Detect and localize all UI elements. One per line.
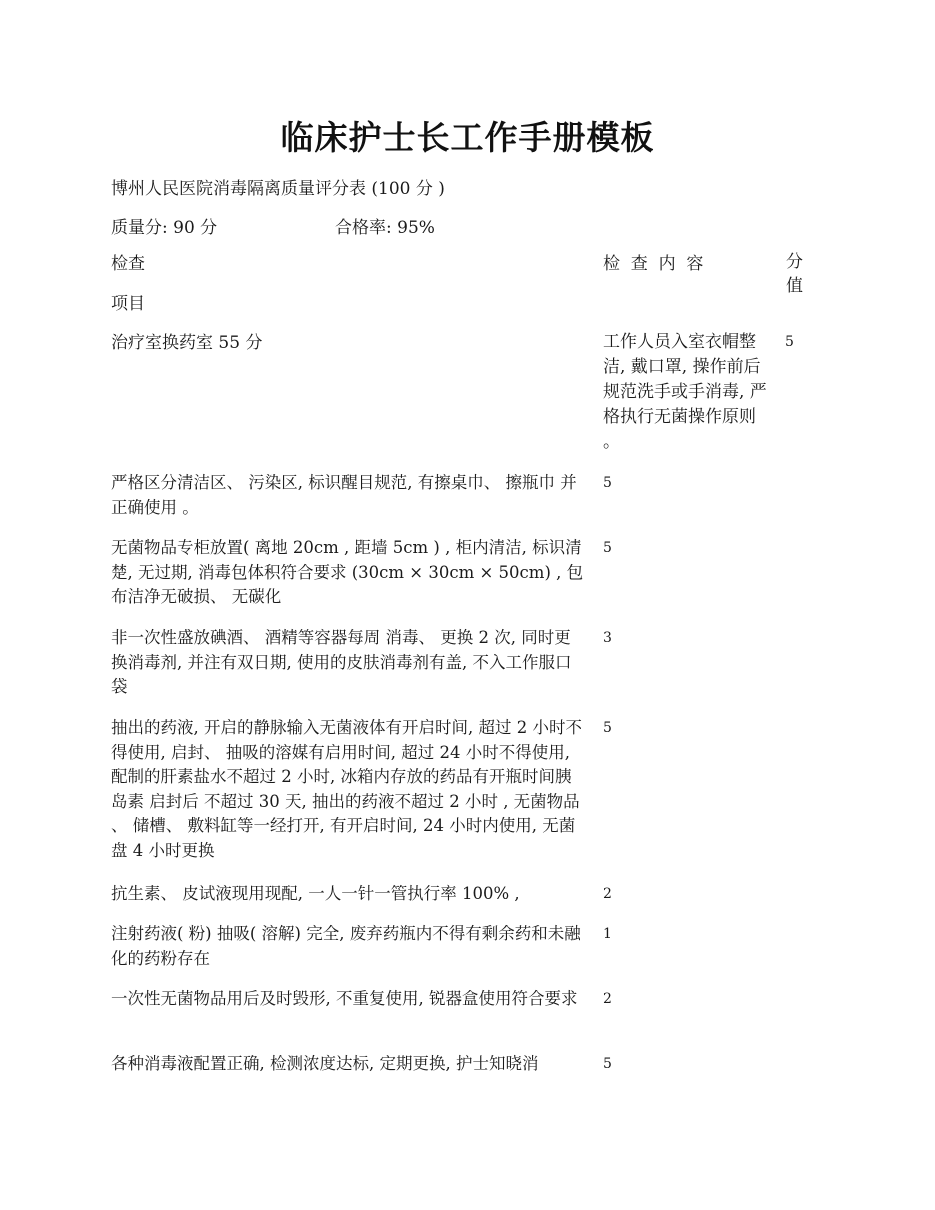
- form-subtitle: 博州人民医院消毒隔离质量评分表 (100 分 ): [111, 179, 445, 199]
- table-row-score: 5: [603, 720, 612, 736]
- header-score-line1: 分: [786, 252, 803, 272]
- table-row-score: 2: [603, 991, 612, 1007]
- table-row-text: 各种消毒液配置正确, 检测浓度达标, 定期更换, 护士知晓消: [111, 1054, 539, 1073]
- first-row-item: 治疗室换药室 55 分: [111, 333, 263, 353]
- table-row-score: 5: [603, 475, 612, 491]
- table-row-score: 5: [603, 1056, 612, 1072]
- table-row-score: 3: [603, 630, 612, 646]
- table-row-text: 无菌物品专柜放置( 离地 20cm , 距墙 5cm ) , 柜内清洁, 标识清楚, 无过期, 消毒包体积符合要求 (30cm × 30cm × 50cm) , 包布洁净无破损、 无碳化: [111, 538, 584, 606]
- table-row-text: 一次性无菌物品用后及时毁形, 不重复使用, 锐器盒使用符合要求: [111, 989, 578, 1008]
- first-row-score: 5: [785, 334, 794, 350]
- table-row-score: 1: [603, 926, 612, 942]
- table-row-score: 5: [603, 540, 612, 556]
- table-row-score: 2: [603, 886, 612, 902]
- first-row-content: 工作人员入室衣帽整洁, 戴口罩, 操作前后规范洗手或手消毒, 严格执行无菌操作原则 。: [603, 332, 767, 452]
- document-title: 临床护士长工作手册模板: [280, 118, 655, 157]
- header-item-line2: 项目: [111, 294, 145, 314]
- table-row-text: 注射药液( 粉) 抽吸( 溶解) 完全, 废弃药瓶内不得有剩余药和未融化的药粉存在: [111, 924, 581, 968]
- header-item-line1: 检查: [111, 254, 145, 274]
- table-row-text: 非一次性盛放碘酒、 酒精等容器每周 消毒、 更换 2 次, 同时更换消毒剂, 并注有双日期, 使用的皮肤消毒剂有盖, 不入工作服口袋: [111, 628, 572, 696]
- header-score-line2: 值: [786, 276, 803, 296]
- quality-score: 质量分: 90 分: [111, 218, 218, 238]
- header-content: 检 查 内 容: [603, 254, 704, 274]
- table-row-text: 抽出的药液, 开启的静脉输入无菌液体有开启时间, 超过 2 小时不得使用, 启封、 抽吸的溶媒有启用时间, 超过 24 小时不得使用, 配制的肝素盐水不超过 2 小时, 冰箱内存放的药品有开瓶时间胰岛素 启封后 不超过 30 天, 抽出的药液不超过 2 小时 , 无菌物品 、 储槽、 敷料缸等一经打开, 有开启时间, 24 小时内使用, 无菌盘 4 小时更换: [111, 718, 582, 860]
- table-row-text: 抗生素、 皮试液现用现配, 一人一针一管执行率 100% ,: [111, 884, 520, 903]
- pass-rate: 合格率: 95%: [335, 218, 435, 238]
- table-row-text: 严格区分清洁区、 污染区, 标识醒目规范, 有擦桌巾、 擦瓶巾 并 正确使用 。: [111, 473, 577, 517]
